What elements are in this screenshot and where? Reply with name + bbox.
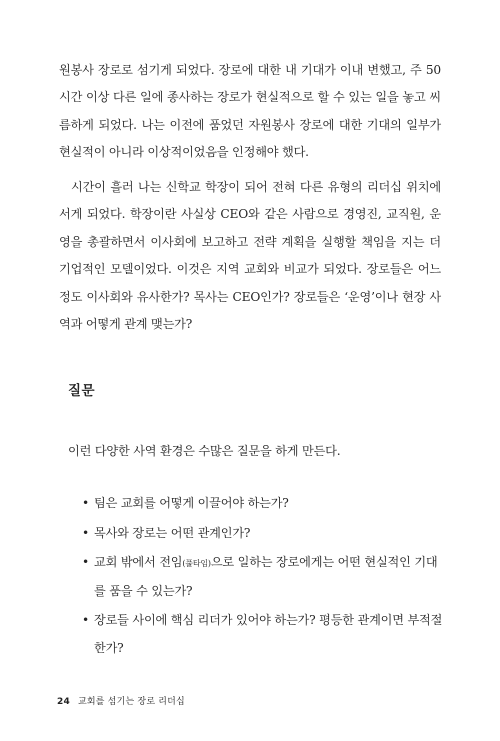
section-intro: 이런 다양한 사역 환경은 수많은 질문을 하게 만든다. (68, 444, 341, 458)
page-footer (57, 694, 185, 707)
question-list (82, 490, 444, 665)
bullet-icon: • (82, 613, 89, 628)
page-number: 24 (57, 697, 70, 707)
question-text: 팀은 교회를 어떻게 이끌어야 하는가? (94, 496, 289, 510)
question-text: 장로들 사이에 핵심 리더가 있어야 하는가? 평등한 관계이면 부적절한가? (94, 613, 443, 655)
bullet-icon: • (82, 525, 89, 540)
bullet-icon: • (82, 496, 89, 510)
list-item (82, 520, 444, 548)
question-text: 목사와 장로는 어떤 관계인가? (94, 525, 251, 540)
list-item (82, 549, 444, 605)
bullet-icon: • (82, 555, 89, 570)
body-paragraph-1: 원봉사 장로로 섬기게 되었다. 장로에 대한 내 기대가 이내 변했고, 주 50시간 이상 다른 일에 종사하는 장로가 현실적으로 할 수 있는 일을 놓고 씨름하게 되었다. 나는 이전에 품었던 자원봉사 장로에 대한 기대의 일부가 현실적이 아니라 이상적이었음을 인정해야 했다. (59, 63, 441, 160)
question-annotation: (풀타임) (182, 559, 211, 569)
question-text-end: 으로 일하는 장로에게는 어떤 현실적인 기대를 품을 수 있는가? (94, 555, 438, 598)
question-text-start: 교회 밖에서 전임 (94, 555, 183, 570)
running-title: 교회를 섬기는 장로 리더십 (77, 697, 185, 707)
section-heading: 질문 (68, 383, 96, 399)
body-paragraph-2: 시간이 흘러 나는 신학교 학장이 되어 전혀 다른 유형의 리더십 위치에 서게 되었다. 학장이란 사실상 CEO와 같은 사람으로 경영진, 교직원, 운영을 총괄하면서 이사회에 보고하고 전략 계획을 실행할 책임을 지는 더 기업적인 모델이었다. 이것은 지역 교회와 비교가 되었다. 장로들은 어느 정도 이사회와 유사한가? 목사는 CEO인가? 장로들은 ‘운영’이나 현장 사역과 어떻게 관계 맺는가? (59, 180, 441, 332)
list-item (82, 607, 444, 662)
list-item (82, 490, 444, 518)
